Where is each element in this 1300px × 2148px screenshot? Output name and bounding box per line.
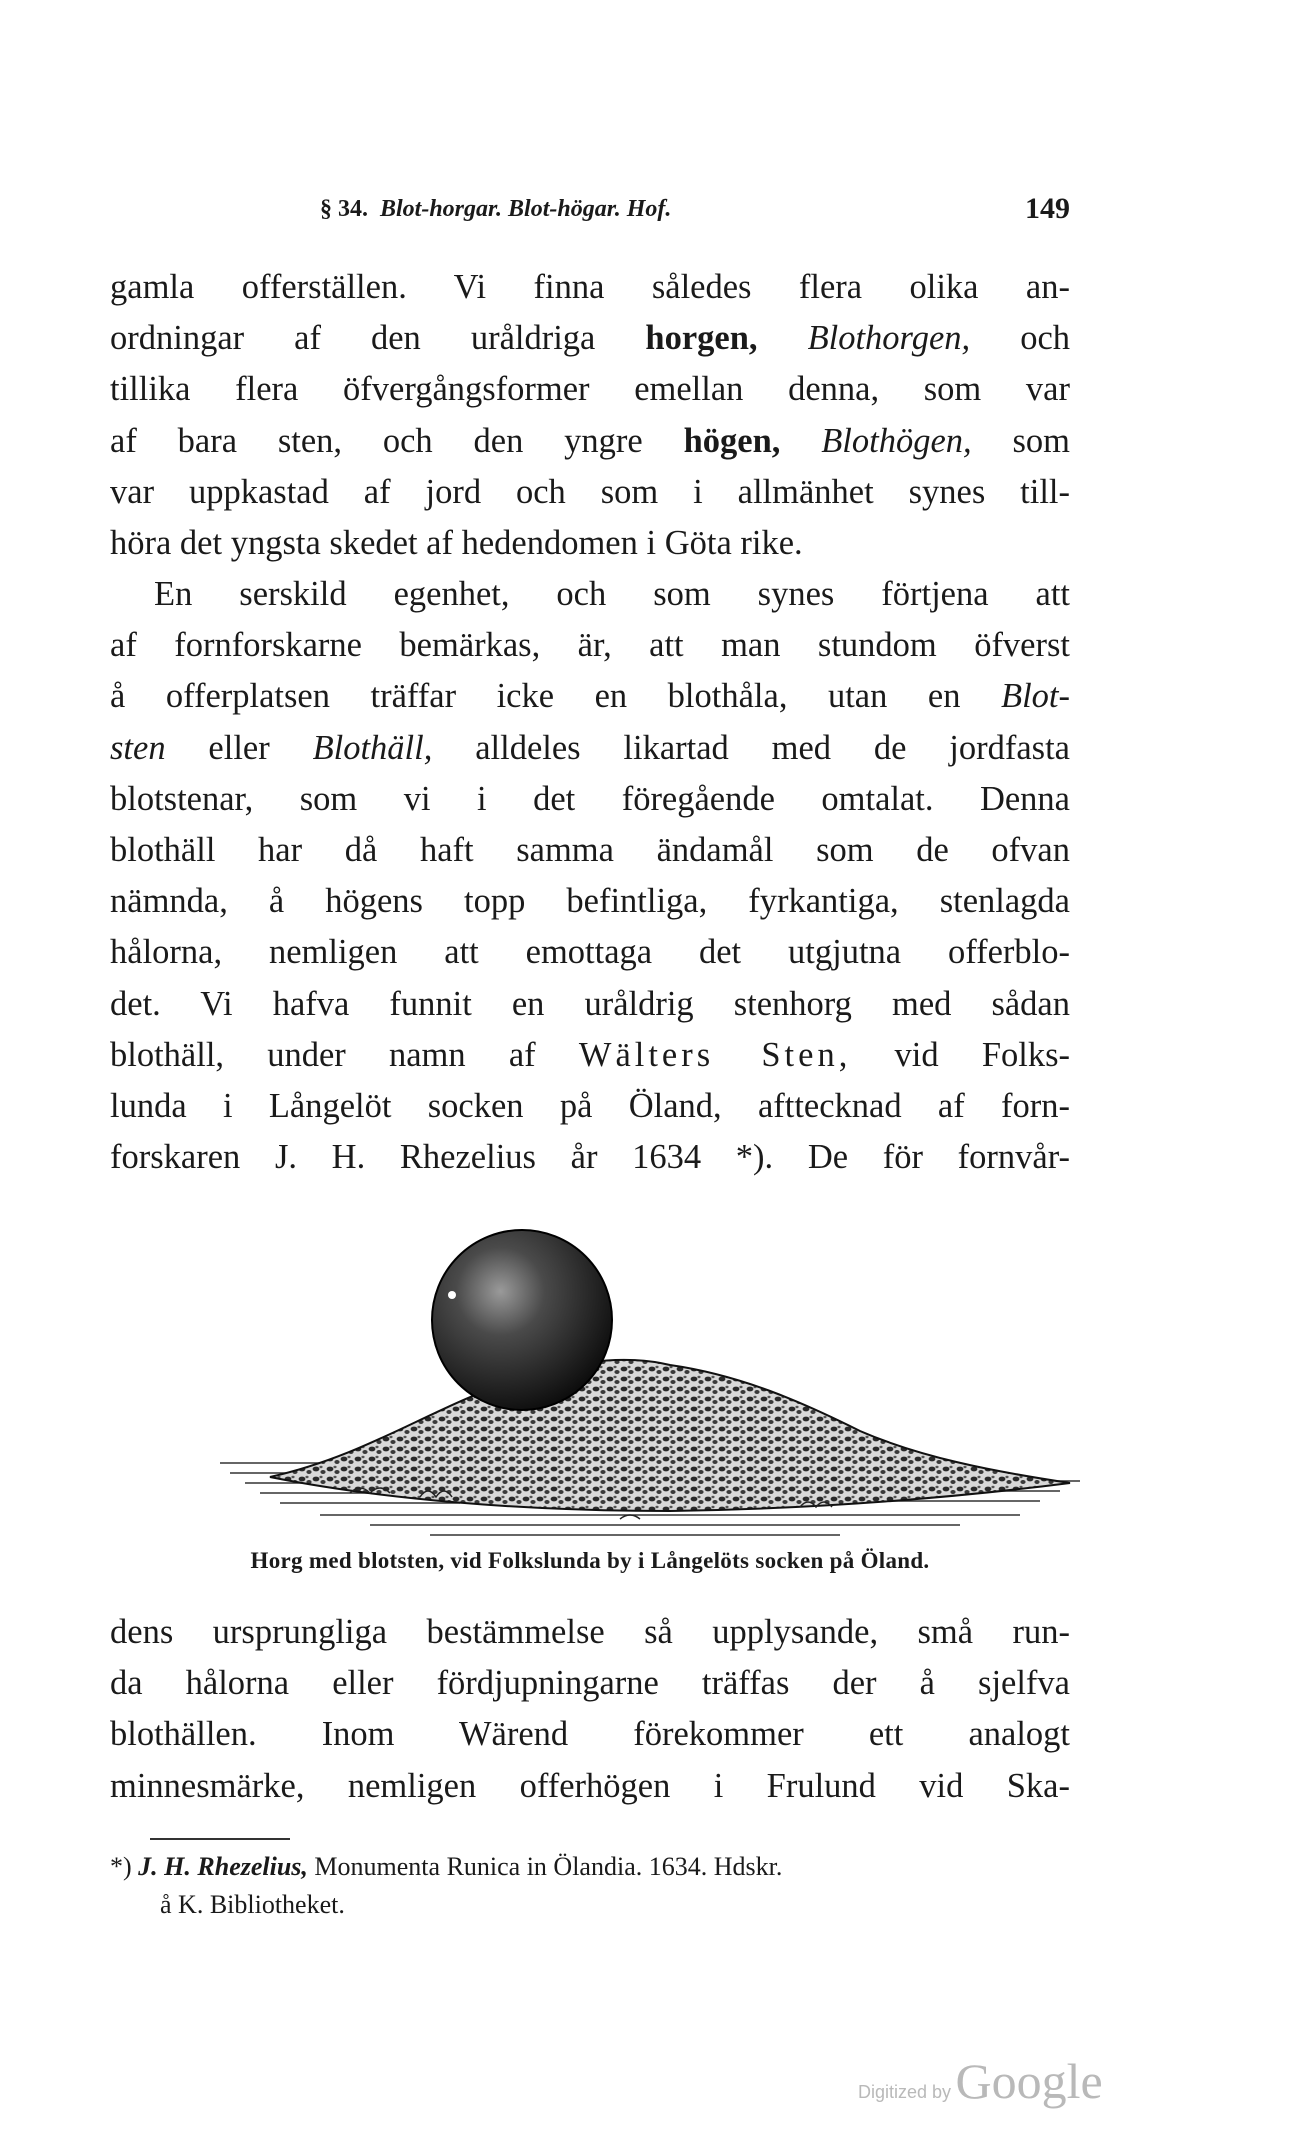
text-run: af bara sten, och den yngre xyxy=(110,421,684,460)
stone-heap-illustration xyxy=(200,1225,1100,1545)
text-line xyxy=(110,1132,1070,1183)
text-run: och xyxy=(970,319,1070,358)
italic-term-sten: sten xyxy=(110,728,166,767)
italic-term-blothogen: Blothögen, xyxy=(780,421,972,460)
figure-caption: Horg med blotsten, vid Folkslunda by i Långelöts socken på Öland. xyxy=(250,1548,930,1573)
text-line xyxy=(110,1761,1070,1812)
text-run: tillika flera öfvergångsformer emellan denna, som var xyxy=(110,370,1070,409)
text-run: En serskild egenhet, och som synes förtjena att xyxy=(154,575,1070,613)
sphere-highlight xyxy=(448,1291,456,1299)
text-run: hålorna, nemligen att emottaga det utgjutna offerblo- xyxy=(110,933,1070,972)
running-head xyxy=(110,192,1070,236)
paragraph-2 xyxy=(110,569,1070,1183)
text-line xyxy=(110,313,1070,364)
text-run: som xyxy=(971,421,1070,460)
text-line xyxy=(110,416,1070,467)
text-line xyxy=(110,364,1070,415)
footnote xyxy=(110,1848,1070,1924)
text-line xyxy=(110,1081,1070,1132)
text-run: blotstenar, som vi i det föregående omtalat. Denna xyxy=(110,779,1070,818)
page-number: 149 xyxy=(1025,192,1070,225)
paragraph-1 xyxy=(110,262,1070,569)
text-line xyxy=(110,569,1070,620)
text-run: å K. Bibliotheket. xyxy=(160,1890,345,1919)
text-line xyxy=(110,979,1070,1030)
text-run: Monumenta Runica in Ölandia. 1634. Hdskr. xyxy=(307,1852,783,1881)
footnote-marker: *) xyxy=(110,1852,139,1881)
text-run: alldeles likartad med de jordfasta xyxy=(432,728,1070,767)
section-titles: Blot-horgar. Blot-högar. Hof. xyxy=(380,196,672,222)
bold-term-horgen: horgen, xyxy=(645,319,758,358)
text-run: blothäll har då haft samma ändamål som de ofvan xyxy=(110,830,1070,869)
running-head-title xyxy=(320,196,671,223)
text-run: dens ursprungliga bestämmelse så upplysande, små run- xyxy=(110,1613,1070,1651)
footnote-author: J. H. Rhezelius, xyxy=(138,1852,308,1881)
bold-term-hogen: högen, xyxy=(683,421,781,460)
text-run: var uppkastad af jord och som i allmänhet synes till- xyxy=(110,472,1070,511)
text-run: gamla offerställen. Vi finna således flera olika an- xyxy=(110,268,1070,306)
text-run: minnesmärke, nemligen offerhögen i Frulund vid Ska- xyxy=(110,1766,1070,1805)
blotsten-sphere xyxy=(432,1230,612,1410)
text-line xyxy=(110,723,1070,774)
spaced-name-walters-sten: Wälters Sten, xyxy=(578,1035,852,1074)
text-run: forskaren J. H. Rhezelius år 1634 *). De för fornvår- xyxy=(110,1138,1070,1177)
text-run: da hålorna eller fördjupningarne träffas der å sjelfva xyxy=(110,1664,1070,1703)
text-line xyxy=(110,467,1070,518)
text-line xyxy=(110,774,1070,825)
footnote-line xyxy=(110,1886,1070,1924)
text-line xyxy=(110,620,1070,671)
italic-term-blotsten: Blot- xyxy=(1001,677,1070,716)
text-line xyxy=(110,262,1070,313)
section-mark: § 34. xyxy=(320,196,368,222)
text-line xyxy=(110,1030,1070,1081)
text-line xyxy=(110,1709,1070,1760)
text-run: vid Folks- xyxy=(851,1035,1070,1074)
text-run: blothällen. Inom Wärend förekommer ett analogt xyxy=(110,1715,1070,1754)
paragraph-3 xyxy=(110,1607,1070,1812)
text-run: af fornforskarne bemärkas, är, att man stundom öfverst xyxy=(110,626,1070,665)
text-run: det. Vi hafva funnit en uråldrig stenhorg med sådan xyxy=(110,984,1070,1023)
text-line xyxy=(110,1607,1070,1658)
text-run: nämnda, å högens topp befintliga, fyrkantiga, stenlagda xyxy=(110,882,1070,921)
text-line xyxy=(110,825,1070,876)
watermark-small: Digitized by xyxy=(858,2082,952,2102)
text-line xyxy=(110,927,1070,978)
text-line xyxy=(110,876,1070,927)
footnote-line xyxy=(110,1848,1070,1886)
text-run: lunda i Långelöt socken på Öland, afttecknad af forn- xyxy=(110,1086,1070,1125)
watermark-logo-text: Google xyxy=(955,2053,1103,2109)
text-line xyxy=(110,518,1070,569)
text-run: å offerplatsen träffar icke en blothåla, utan en xyxy=(110,677,1002,716)
stone-heap xyxy=(270,1360,1070,1511)
text-run: eller xyxy=(165,728,313,767)
text-line xyxy=(110,1658,1070,1709)
text-line xyxy=(110,671,1070,722)
google-watermark xyxy=(858,2052,1103,2110)
italic-term-blothorgen: Blothorgen, xyxy=(757,319,971,358)
text-run: blothäll, under namn af xyxy=(110,1035,579,1074)
footnote-rule xyxy=(150,1838,290,1840)
text-run: höra det yngsta skedet af hedendomen i Göta rike. xyxy=(110,523,803,562)
text-run: ordningar af den uråldriga xyxy=(110,319,646,358)
italic-term-blothall: Blothäll, xyxy=(312,728,433,767)
illustration-horg-with-blotsten xyxy=(200,1225,1100,1545)
